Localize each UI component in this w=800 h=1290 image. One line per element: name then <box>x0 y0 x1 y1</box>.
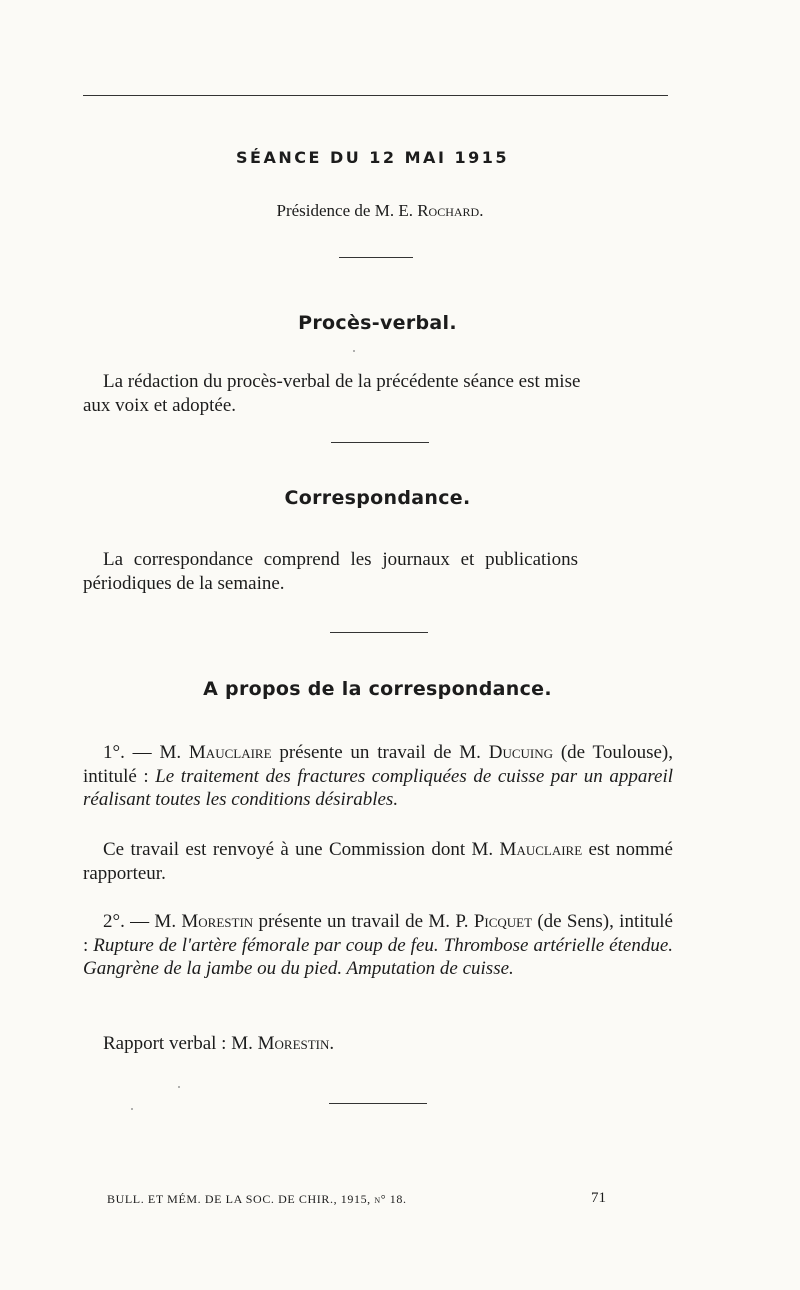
rapport-verbal <box>83 1032 673 1056</box>
presidence-line <box>0 201 760 221</box>
footer-citation-text: BULL. ET MÉM. DE LA SOC. DE CHIR., 1915, n° 18. <box>107 1192 407 1206</box>
paper-speck <box>178 1086 180 1088</box>
rapport-name: Morestin <box>257 1033 330 1054</box>
item-2-person: Picquet <box>473 911 533 932</box>
paper-speck <box>353 350 355 352</box>
paper-speck <box>131 1108 133 1110</box>
item-1-mid1: présente un travail de M. <box>271 742 489 763</box>
item-1-work-title: Le traitement des fractures compliquées de cuisse par un appareil réalisant toutes les conditions désirables. <box>83 765 673 810</box>
rapport-prefix: Rapport verbal : M. <box>103 1033 258 1054</box>
item-2-mid2: (de Sens), intitulé : <box>83 911 673 956</box>
commission-text <box>83 838 673 885</box>
correspondance-line2: périodiques de la semaine. <box>83 572 285 594</box>
item-1-author: Mauclaire <box>188 742 272 763</box>
item-1-num: 1°. — M. <box>103 742 189 763</box>
separator <box>330 632 428 633</box>
item-2-work-title: Rupture de l'artère fémorale par coup de feu. Thrombose artérielle étendue. Gangrène de la jambe ou du pied. Amputation de cuisse. <box>83 934 674 979</box>
correspondance-heading: Correspondance. <box>284 487 471 509</box>
session-title: SÉANCE DU 12 MAI 1915 <box>235 148 509 167</box>
correspondance-text <box>83 548 673 595</box>
rapport-suffix: . <box>329 1033 335 1054</box>
item-1-mid2: (de Toulouse), intitulé : <box>83 742 674 787</box>
separator <box>331 442 429 443</box>
commission-suffix: est nommé rapporteur. <box>83 839 673 884</box>
page-number: 71 <box>591 1190 606 1206</box>
proces-verbal-line1: La rédaction du procès-verbal de la précédente séance est mise <box>103 371 581 392</box>
separator <box>339 257 413 258</box>
commission-prefix: Ce travail est renvoyé à une Commission dont M. <box>103 839 500 860</box>
presidence-prefix: Présidence de M. E. <box>276 201 418 220</box>
top-rule <box>83 95 668 96</box>
item-2-author: Morestin <box>181 911 254 932</box>
a-propos-heading: A propos de la correspondance. <box>203 678 552 700</box>
item-1 <box>83 741 673 812</box>
correspondance-line1: La correspondance comprend les journaux et publications <box>103 549 578 570</box>
item-2-mid1: présente un travail de M. P. <box>253 911 474 932</box>
item-1-person: Ducuing <box>488 742 554 763</box>
separator <box>329 1103 427 1104</box>
commission-name: Mauclaire <box>499 839 583 860</box>
proces-verbal-heading: Procès-verbal. <box>298 312 457 334</box>
presidence-suffix: . <box>479 201 484 220</box>
presidence-name: Rochard <box>417 201 480 220</box>
footer-citation <box>107 1192 407 1207</box>
proces-verbal-line2: aux voix et adoptée. <box>83 394 237 416</box>
item-2 <box>83 910 673 981</box>
proces-verbal-text <box>83 370 673 417</box>
item-2-num: 2°. — M. <box>103 911 182 932</box>
